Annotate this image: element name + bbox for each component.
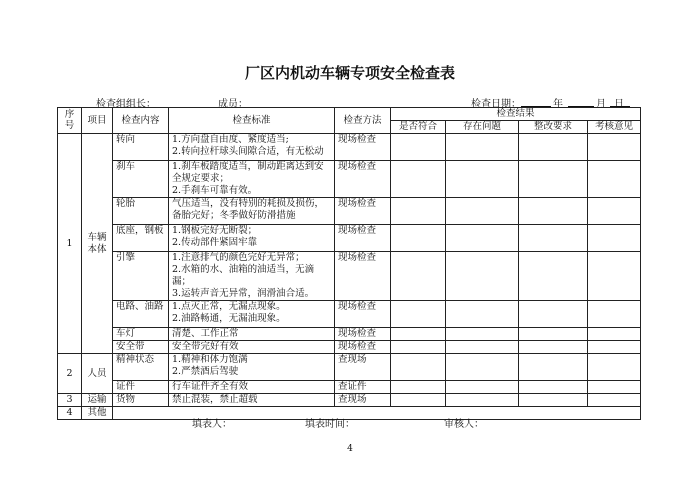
inspection-table [57,107,641,420]
table-row [58,394,641,407]
result-rectify-cell[interactable] [519,161,588,198]
result-rectify-cell[interactable] [519,341,588,354]
check-standard: 禁止混装，禁止超载 [169,394,335,407]
month-label: 月 [596,99,606,110]
result-compliant-cell[interactable] [391,341,446,354]
check-method: 现场检查 [335,341,391,354]
result-rectify-cell[interactable] [519,354,588,381]
header-standard: 检查标准 [169,108,335,134]
check-method: 查证件 [335,381,391,394]
result-rectify-cell[interactable] [519,252,588,301]
check-method: 现场检查 [335,301,391,328]
document-title: 厂区内机动车辆专项安全检查表 [244,64,455,82]
result-issue-cell[interactable] [446,252,519,301]
check-content: 电路、油路 [113,301,169,328]
result-opinion-cell[interactable] [588,354,641,381]
header-issue: 存在问题 [446,121,519,134]
check-standard: 行车证件齐全有效 [169,381,335,394]
table-row [58,341,641,354]
check-content: 安全带 [113,341,169,354]
check-method: 查现场 [335,394,391,407]
result-compliant-cell[interactable] [391,354,446,381]
year-blank [521,95,551,107]
result-compliant-cell[interactable] [391,134,446,161]
result-opinion-cell[interactable] [588,301,641,328]
check-standard: 1.刹车板踏度适当，制动距离达到安全规定要求； 2.手刹车可靠有效。 [169,161,335,198]
month-blank [568,95,594,107]
result-compliant-cell[interactable] [391,381,446,394]
table-row [58,134,641,161]
result-issue-cell[interactable] [446,381,519,394]
check-standard: 清楚、工作正常 [169,328,335,341]
result-issue-cell[interactable] [446,328,519,341]
header-method: 检查方法 [335,108,391,134]
result-opinion-cell[interactable] [588,161,641,198]
result-opinion-cell[interactable] [588,394,641,407]
check-method: 查现场 [335,354,391,381]
result-compliant-cell[interactable] [391,328,446,341]
table-row [58,354,641,381]
result-opinion-cell[interactable] [588,341,641,354]
check-method: 现场检查 [335,161,391,198]
check-standard: 气压适当，没有特别的耗损及损伤，备胎完好；冬季做好防滑措施 [169,198,335,225]
filler-label: 填表人： [192,419,232,430]
group-seq: 2 [58,354,82,394]
table-row [58,381,641,394]
reviewer-label: 审核人： [444,419,484,430]
fill-time-label: 填表时间： [305,419,355,430]
leader-label: 检查组组长： [96,99,156,110]
result-rectify-cell[interactable] [519,225,588,252]
check-standard: 1.点灭正常，无漏点现象。 2.油路畅通，无漏油现象。 [169,301,335,328]
table-row [58,301,641,328]
group-seq: 3 [58,394,82,407]
check-content: 证件 [113,381,169,394]
header-seq: 序号 [58,108,82,134]
result-rectify-cell[interactable] [519,301,588,328]
check-standard: 1.注意排气的颜色完好无异常； 2.水箱的水、油箱的油适当，无滴漏； 3.运转声音无异常，润滑油合适。 [169,252,335,301]
result-compliant-cell[interactable] [391,301,446,328]
group-item: 运输 [82,394,113,407]
check-content: 精神状态 [113,354,169,381]
check-method: 现场检查 [335,134,391,161]
result-issue-cell[interactable] [446,341,519,354]
table-row [58,328,641,341]
group-item: 其他 [82,407,113,420]
result-issue-cell[interactable] [446,134,519,161]
result-opinion-cell[interactable] [588,198,641,225]
result-issue-cell[interactable] [446,198,519,225]
header-opinion: 考核意见 [588,121,641,134]
check-content: 轮胎 [113,198,169,225]
check-standard: 1.方向盘自由度、紧度适当; 2.转向拉杆球头间隙合适，有无松动 [169,134,335,161]
member-label: 成员： [218,99,248,110]
result-rectify-cell[interactable] [519,394,588,407]
result-compliant-cell[interactable] [391,252,446,301]
result-issue-cell[interactable] [446,161,519,198]
check-method: 现场检查 [335,328,391,341]
result-compliant-cell[interactable] [391,198,446,225]
table-row [58,161,641,198]
result-issue-cell[interactable] [446,225,519,252]
result-issue-cell[interactable] [446,354,519,381]
page-number: 4 [347,444,353,454]
group-item: 人员 [82,354,113,394]
result-issue-cell[interactable] [446,301,519,328]
result-opinion-cell[interactable] [588,328,641,341]
check-standard: 1.钢板完好无断裂； 2.传动部件紧固牢靠 [169,225,335,252]
group-seq: 1 [58,134,82,354]
result-rectify-cell[interactable] [519,328,588,341]
header-item: 项目 [82,108,113,134]
result-compliant-cell[interactable] [391,161,446,198]
header-result: 检查结果 [391,108,641,121]
result-opinion-cell[interactable] [588,252,641,301]
header-rectify: 整改要求 [519,121,588,134]
check-content: 刹车 [113,161,169,198]
table-row [58,198,641,225]
check-method: 现场检查 [335,198,391,225]
day-label: 日 [614,99,624,110]
result-compliant-cell[interactable] [391,225,446,252]
header-compliant: 是否符合 [391,121,446,134]
check-content: 货物 [113,394,169,407]
check-method: 现场检查 [335,252,391,301]
table-row [58,252,641,301]
check-content: 引擎 [113,252,169,301]
result-opinion-cell[interactable] [588,134,641,161]
check-standard: 1.精神和体力饱满 2.严禁酒后驾驶 [169,354,335,381]
result-compliant-cell[interactable] [391,394,446,407]
check-standard: 安全带完好有效 [169,341,335,354]
group-seq: 4 [58,407,82,420]
check-content: 转向 [113,134,169,161]
year-label: 年 [553,99,563,110]
result-opinion-cell[interactable] [588,381,641,394]
date-label: 检查日期： [471,99,521,110]
header-content: 检查内容 [113,108,169,134]
header-row [58,108,641,121]
result-rectify-cell[interactable] [519,198,588,225]
check-content: 底座，钢板 [113,225,169,252]
group-item: 车辆本体 [82,134,113,354]
check-method: 现场检查 [335,225,391,252]
table-row [58,225,641,252]
result-opinion-cell[interactable] [588,225,641,252]
result-issue-cell[interactable] [446,394,519,407]
result-rectify-cell[interactable] [519,134,588,161]
result-rectify-cell[interactable] [519,381,588,394]
check-content: 车灯 [113,328,169,341]
